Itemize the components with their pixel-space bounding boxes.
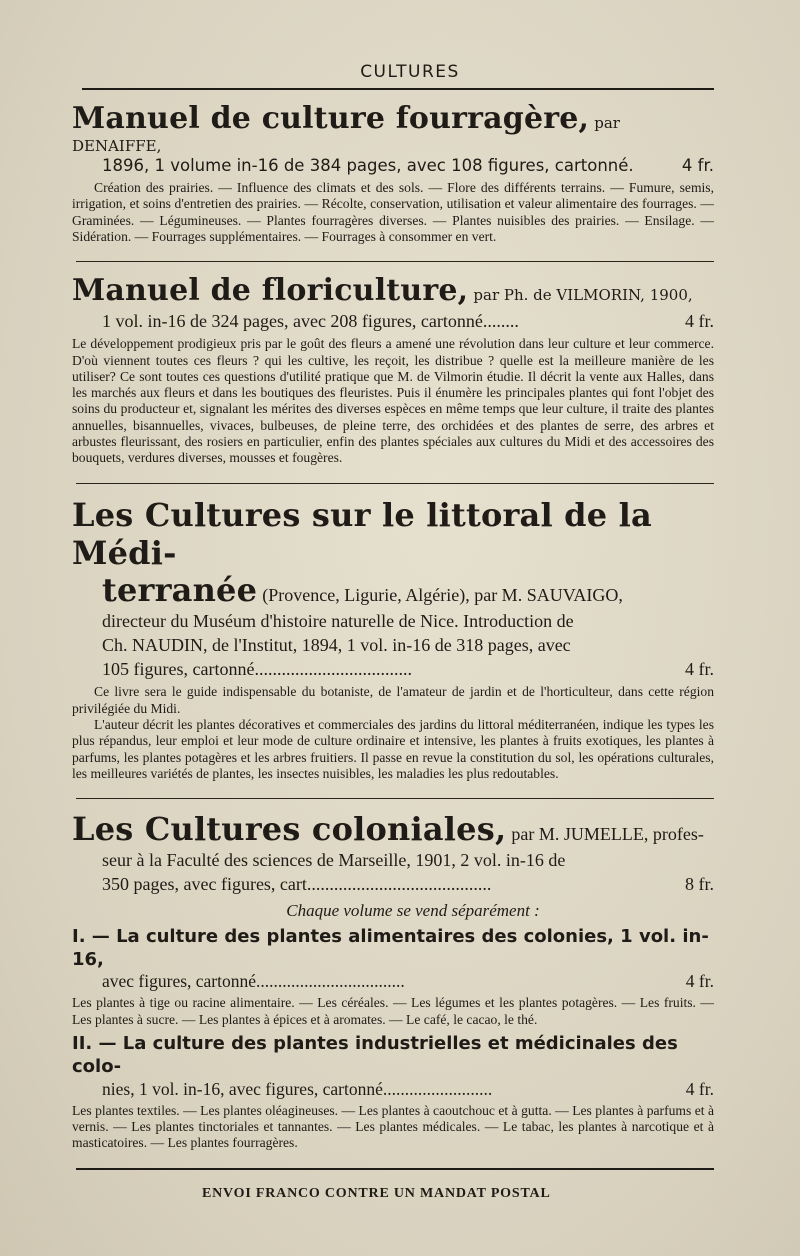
volume-title: [72, 925, 714, 972]
entry-price: 4 fr.: [685, 659, 714, 680]
entry-description: Ce livre sera le guide indispensable du botaniste, de l'amateur de jardin et de l'horticulteur, dans cette région privilégiée du Midi.: [72, 684, 714, 716]
entry-price: 4 fr.: [681, 155, 714, 175]
entry-price: 4 fr.: [685, 310, 714, 331]
volume-title: [72, 1032, 714, 1079]
entry-byline: par M. JUMELLE, profes-: [511, 824, 704, 845]
volume-description: Les plantes textiles. — Les plantes oléagineuses. — Les plantes à caoutchouc et à gutta. — Les plantes à parfums et à vernis. — Les plantes tinctoriales et tannantes. — Les plantes médicales. — Le tabac, les plantes à narcotique et à masticatoires. — Les plantes fourragères.: [72, 1102, 714, 1151]
entry-title-line: [72, 274, 714, 309]
separator-rule: [76, 483, 714, 484]
volume-pub-text: avec figures, cartonné..................................: [102, 971, 405, 992]
volume-publication: [72, 1079, 714, 1100]
entry-pub-line-with-price: [102, 657, 714, 681]
entry-description: Le développement prodigieux pris par le goût des fleurs a amené une révolution dans leur culture et leur commerce. D'où viennent toutes ces fleurs ? qui les cultive, les reçoit, les distribue ? quelle est la meilleure manière de les utiliser? Ce sont toutes ces questions d'utilité pratique que M. de Vilmorin étudie. Il décrit la vente aux Halles, dans les marchés aux fleurs et dans les boutiques des fleuristes. Puis il énumère les principales plantes qui font l'objet des soins du producteur et, signalant les mérites des diverses espèces en même temps que leur culture, il traite des plantes annuelles, bisannuelles, vivaces, bulbeuses, de pleine terre, des orchidées et des plantes de serre, des arbres et arbustes fleurissant, des rosiers en particulier, enfin des plantes spéciales aux cultures du Midi et des accessoires des bouquets, verdures diverses, mousses et fougères.: [72, 336, 714, 466]
footer-rule: [76, 1168, 714, 1170]
entry-publication: [72, 848, 714, 897]
entry-description: Création des prairies. — Influence des climats et des sols. — Flore des différents terrains. — Fumure, semis, irrigation, et soins d'entretien des prairies. — Récolte, conservation, utilisation et valeur alimentaire des fourrages. — Graminées. — Légumineuses. — Plantes fourragères diverses. — Plantes nuisibles des prairies. — Ensilage. — Sidération. — Fourrages supplémentaires. — Fourrages à consommer en vert.: [72, 180, 714, 245]
volume-price: 4 fr.: [685, 971, 714, 992]
entry-publication: [72, 309, 714, 333]
footer-notice: ENVOI FRANCO CONTRE UN MANDAT POSTAL: [202, 1185, 551, 1201]
volume-title-text: II. — La culture des plantes industrielles et médicinales des colo-: [72, 1033, 678, 1078]
entry-byline: (Provence, Ligurie, Algérie), par M. SAUVAIGO,: [262, 584, 623, 605]
volume-description: Les plantes à tige ou racine alimentaire. — Les céréales. — Les légumes et les plantes potagères. — Les fruits. — Les plantes à sucre. — Les plantes à épices et à aromates. — Le café, le cacao, le thé.: [72, 995, 714, 1027]
separator-rule: [76, 798, 714, 799]
entry-pub-line: Ch. NAUDIN, de l'Institut, 1894, 1 vol. in-16 de 318 pages, avec: [102, 634, 571, 655]
entry-title: Manuel de floriculture,: [72, 273, 469, 309]
entry-publication: [72, 609, 714, 682]
content: [66, 62, 714, 1202]
entry-pub-text: 350 pages, avec figures, cart.........................................: [102, 874, 492, 895]
entry-byline: par DENAIFFE,: [72, 114, 620, 155]
entry-title-line: [72, 572, 714, 609]
volume-pub-text: nies, 1 vol. in-16, avec figures, cartonné.........................: [102, 1078, 493, 1099]
entry-price: 8 fr.: [685, 874, 714, 895]
volume-title-text: I. — La culture des plantes alimentaires des colonies, 1 vol. in-16,: [72, 925, 709, 971]
entry-pub-line-with-price: [102, 872, 714, 896]
entry-pub-line: directeur du Muséum d'histoire naturelle de Nice. Introduction de: [102, 610, 574, 631]
entry-subtitle: Chaque volume se vend séparément :: [286, 900, 540, 920]
entry-fourragere: [66, 102, 714, 245]
entry-pub-text: 1 vol. in-16 de 324 pages, avec 208 figures, cartonné........: [102, 310, 519, 331]
volume-price: 4 fr.: [685, 1078, 714, 1099]
entry-byline: par Ph. de VILMORIN, 1900,: [473, 286, 693, 305]
entry-description: L'auteur décrit les plantes décoratives et commerciales des jardins du littoral méditerranéen, indique les types les plus répandus, leur emploi et leur mode de culture ordinaire et intensive, les plantes à fruits exotiques, les plantes à parfums, les plantes potagères et les arbres fruitiers. Il passe en revue la constitution du sol, les opérations culturales, les meilleures variétés de plantes, les insectes nuisibles, les maladies les plus redoutables.: [72, 717, 714, 781]
entry-pub-text: 105 figures, cartonné...................................: [102, 659, 412, 680]
entry-coloniales: [66, 811, 714, 1152]
header-rule: [82, 88, 714, 90]
entry-floriculture: [66, 274, 714, 466]
entry-publication: [72, 155, 714, 177]
entry-title: Les Cultures sur le littoral de la Médi-: [72, 495, 652, 572]
volume-publication: [72, 971, 714, 992]
separator-rule: [76, 261, 714, 262]
page-header: CULTURES: [360, 62, 460, 82]
entry-pub-text: 1896, 1 volume in-16 de 384 pages, avec 108 figures, cartonné.: [102, 155, 634, 175]
entry-title: Manuel de culture fourragère,: [72, 101, 590, 136]
entry-title-cont: terranée: [102, 570, 258, 609]
entry-pub-line: seur à la Faculté des sciences de Marseille, 1901, 2 vol. in-16 de: [102, 850, 566, 871]
entry-littoral: [66, 496, 714, 783]
entry-title: Les Cultures coloniales,: [72, 810, 507, 849]
entry-title-line: [72, 811, 714, 848]
entry-title-line: [72, 102, 714, 155]
